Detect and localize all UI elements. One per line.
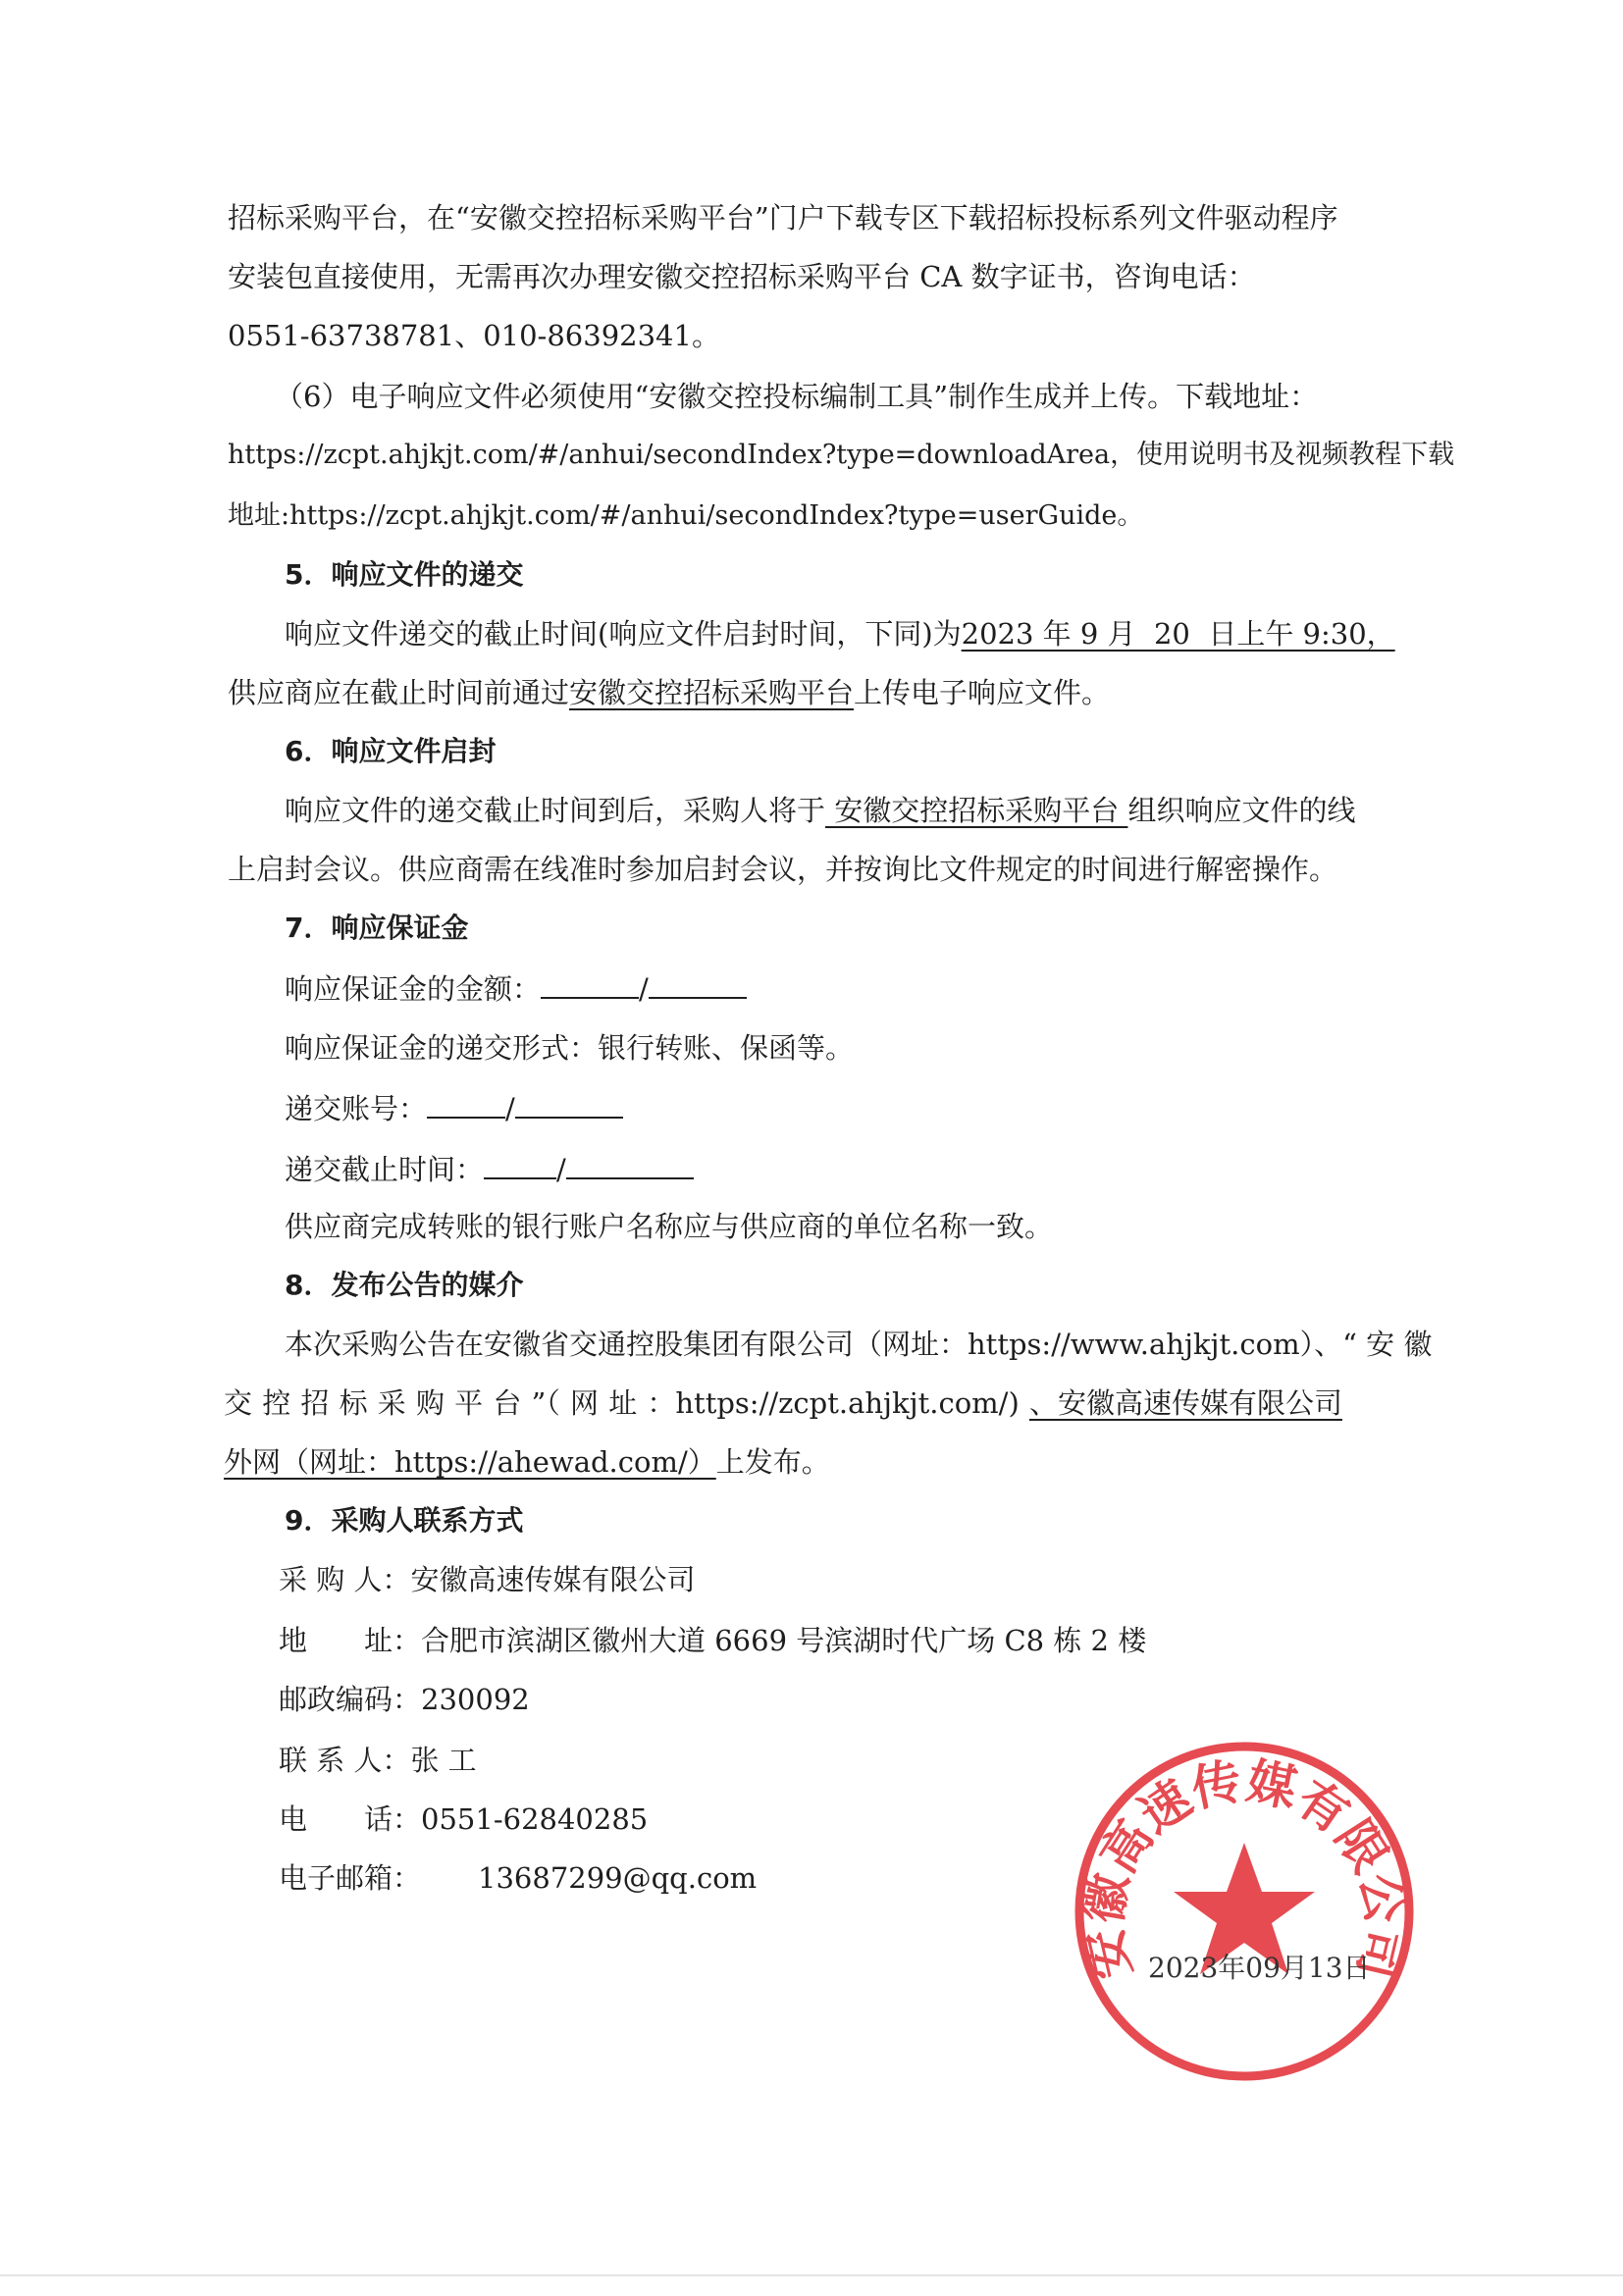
company-seal — [1068, 1735, 1421, 2088]
section-8-heading: 8．发布公告的媒介 — [285, 1269, 524, 1301]
text-line: 上启封会议。供应商需在线准时参加启封会议，并按询比文件规定的时间进行解密操作。 — [228, 853, 1338, 886]
text-line: 响应保证金的递交形式：银行转账、保函等。 — [285, 1031, 855, 1065]
text-line: 响应文件的递交截止时间到后，采购人将于 安徽交控招标采购平台 组织响应文件的线 — [285, 794, 1356, 827]
media-line-justified: 交 控 招 标 采 购 平 台 ”（ 网 址 ：https://zcpt.ahjkjt.com/) 、安徽高速传媒有限公司 — [224, 1383, 1342, 1423]
text-line: 安装包直接使用，无需再次办理安徽交控招标采购平台 CA 数字证书，咨询电话： — [228, 260, 1256, 293]
field-label: 地 址： — [279, 1624, 422, 1657]
text-line: （6）电子响应文件必须使用“安徽交控投标编制工具”制作生成并上传。下载地址： — [275, 380, 1319, 413]
platform-name: 安徽交控招标采购平台 — [569, 676, 855, 709]
contact-row — [279, 1741, 477, 1780]
platform-name: 安徽交控招标采购平台 — [825, 794, 1128, 827]
text-line: 外网（网址：https://ahewad.com/）上发布。 — [224, 1445, 830, 1479]
seal-lettering: 安徽高速传媒有限公司 — [1074, 1752, 1414, 1985]
deposit-deadline-value: / — [556, 1153, 566, 1186]
email-value: 13687299@qq.com — [478, 1861, 758, 1895]
section-6-heading: 6．响应文件启封 — [285, 735, 497, 767]
address-row — [279, 1621, 1146, 1660]
deposit-amount-value: / — [639, 972, 649, 1006]
section-7-heading: 7．响应保证金 — [285, 912, 469, 944]
field-label: 联 系 人： — [279, 1744, 411, 1777]
phone-row — [279, 1800, 648, 1839]
media-website: 外网（网址：https://ahewad.com/） — [224, 1445, 716, 1479]
purchaser-row — [279, 1560, 695, 1599]
guide-url-line: 地址:https://zcpt.ahjkjt.com/#/anhui/secondIndex?type=userGuide。 — [228, 500, 1144, 531]
deposit-account-value: / — [505, 1092, 515, 1125]
phone-value: 0551-62840285 — [421, 1802, 649, 1836]
address-value: 合肥市滨湖区徽州大道 6669 号滨湖时代广场 C8 栋 2 楼 — [421, 1624, 1147, 1657]
section-9-heading: 9．采购人联系方式 — [285, 1504, 524, 1537]
download-url-line: https://zcpt.ahjkjt.com/#/anhui/secondIndex?type=downloadArea，使用说明书及视频教程下载 — [228, 440, 1455, 470]
field-label: 电 话： — [279, 1802, 422, 1836]
postcode-row — [279, 1680, 530, 1719]
deposit-account-line: 递交账号： / — [285, 1087, 623, 1128]
sign-date: 2023年09月13日 — [1148, 1952, 1371, 1984]
postcode-value: 230092 — [421, 1683, 530, 1716]
section-5-heading: 5．响应文件的递交 — [285, 558, 524, 591]
field-label: 邮政编码： — [279, 1683, 422, 1716]
email-row — [279, 1858, 757, 1898]
field-label: 采 购 人： — [279, 1563, 411, 1596]
text-line: 供应商应在截止时间前通过安徽交控招标采购平台上传电子响应文件。 — [228, 676, 1111, 709]
text-line: 供应商完成转账的银行账户名称应与供应商的单位名称一致。 — [285, 1210, 1054, 1243]
text-line: 0551-63738781、010-86392341。 — [228, 319, 720, 352]
field-label: 电子邮箱： — [279, 1861, 422, 1895]
deadline-text: 2023 年 9 月 20 日上午 9:30， — [961, 617, 1395, 651]
deposit-deadline-line: 递交截止时间： / — [285, 1148, 694, 1189]
text-line: 招标采购平台，在“安徽交控招标采购平台”门户下载专区下载招标投标系列文件驱动程序 — [228, 201, 1338, 235]
contact-value: 张 工 — [410, 1744, 477, 1777]
page-bottom-edge — [0, 2274, 1623, 2276]
purchaser-value: 安徽高速传媒有限公司 — [410, 1563, 696, 1596]
deposit-amount-line: 响应保证金的金额： / — [285, 967, 747, 1009]
media-company-name: 、安徽高速传媒有限公司 — [1028, 1386, 1342, 1420]
text-line: 响应文件递交的截止时间(响应文件启封时间，下同)为2023 年 9 月 20 日上午 9:30， — [285, 617, 1395, 651]
text-line: 本次采购公告在安徽省交通控股集团有限公司（网址：https://www.ahjkjt.com）、“ 安 徽 — [285, 1328, 1433, 1361]
